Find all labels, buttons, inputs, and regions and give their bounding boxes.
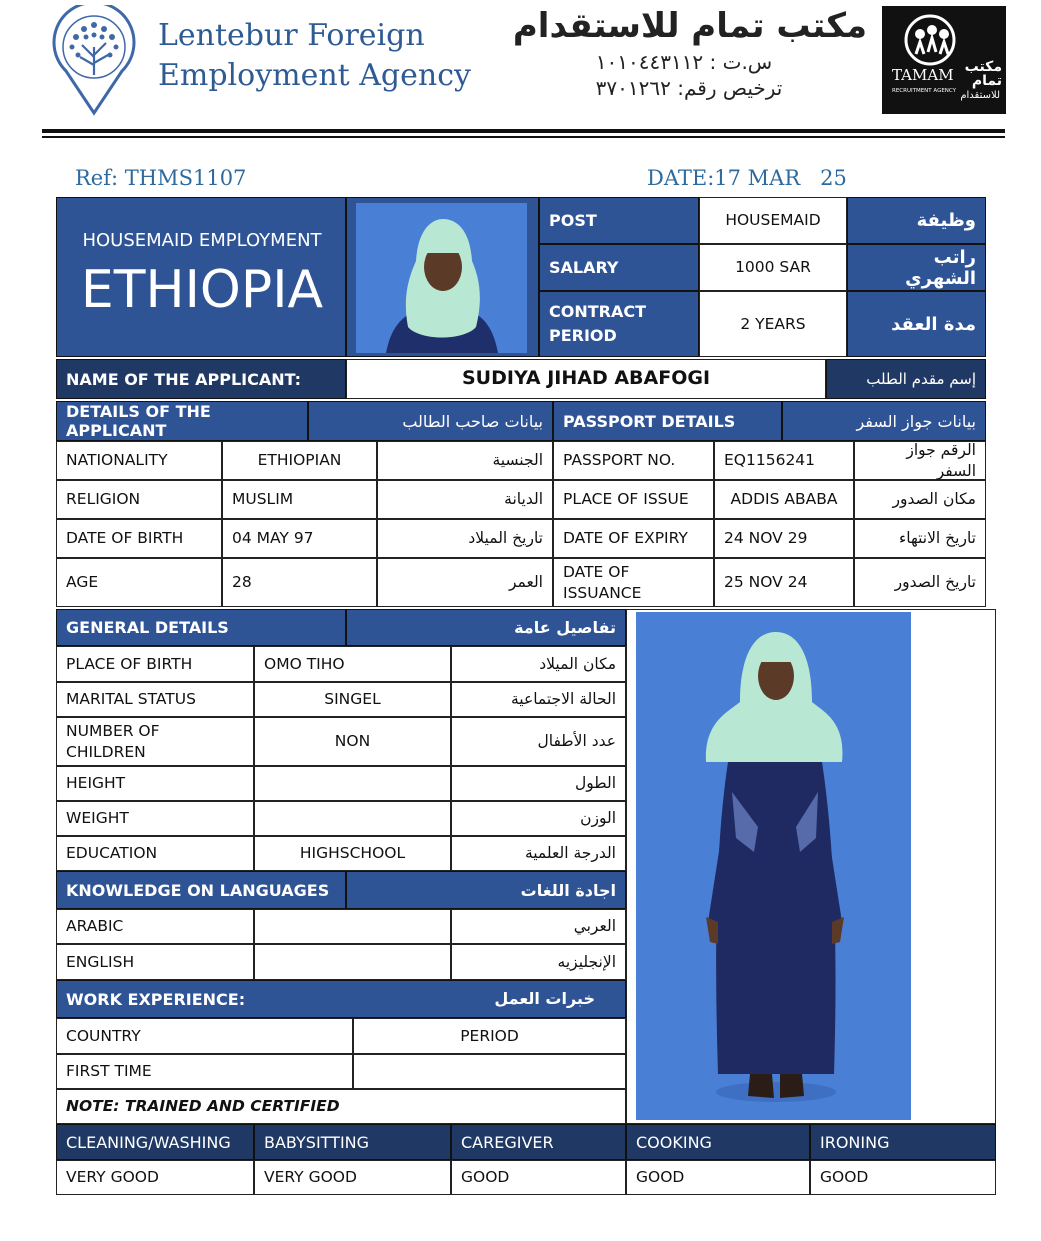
detail-ar-dob: تاريخ الميلاد: [377, 519, 553, 558]
general-label-education: EDUCATION: [56, 836, 254, 871]
details-header: DETAILS OF THE APPLICANT: [56, 401, 308, 441]
general-ar-marital: الحالة الاجتماعية: [451, 682, 626, 717]
passport-ar-expiry: تاريخ الانتهاء: [854, 519, 986, 558]
arabic-agency-name: مكتب تمام للاستقدام: [512, 6, 868, 46]
general-ar-place-of-birth: مكان الميلاد: [451, 646, 626, 682]
detail-ar-religion: الديانة: [377, 480, 553, 519]
detail-label-age: AGE: [56, 558, 222, 607]
full-body-photo-frame: [626, 609, 996, 1124]
general-label-weight: WEIGHT: [56, 801, 254, 836]
skill-level-caregiver: GOOD: [451, 1160, 626, 1195]
general-label-marital: MARITAL STATUS: [56, 682, 254, 717]
header-divider-thin: [42, 136, 1005, 138]
agency-name-line1: Lentebur Foreign: [158, 18, 425, 53]
passport-value-place: ADDIS ABABA: [714, 480, 854, 519]
detail-ar-age: العمر: [377, 558, 553, 607]
job-ar-post: وظيفة: [847, 197, 986, 244]
tamam-logo: [882, 6, 1006, 114]
commercial-registration: س.ت : ١٠١٠٤٤٣١١٢: [595, 50, 773, 74]
job-value-contract: 2 YEARS: [699, 291, 847, 357]
details-header-ar: بيانات صاحب الطالب: [308, 401, 553, 441]
banner: [56, 197, 346, 357]
skill-name-caregiver: CAREGIVER: [451, 1124, 626, 1160]
skill-name-cleaning: CLEANING/WASHING: [56, 1124, 254, 1160]
detail-value-age: 28: [222, 558, 377, 607]
general-label-place-of-birth: PLACE OF BIRTH: [56, 646, 254, 682]
detail-label-dob: DATE OF BIRTH: [56, 519, 222, 558]
work-header: WORK EXPERIENCE:: [56, 980, 626, 1018]
tamam-logo-arabic: مكتب تمام: [964, 59, 1002, 89]
license-number: ترخيص رقم: ٣٧٠١٢٦٢: [595, 76, 783, 100]
passport-label-issuance: DATE OF ISSUANCE: [553, 558, 714, 607]
skill-name-cooking: COOKING: [626, 1124, 810, 1160]
passport-header: PASSPORT DETAILS: [553, 401, 782, 441]
passport-value-issuance: 25 NOV 24: [714, 558, 854, 607]
work-country-label: COUNTRY: [56, 1018, 353, 1054]
general-value-place-of-birth: OMO TIHO: [254, 646, 451, 682]
skill-level-cooking: GOOD: [626, 1160, 810, 1195]
applicant-name: SUDIYA JIHAD ABAFOGI: [346, 359, 826, 399]
detail-value-nationality: ETHIOPIAN: [222, 441, 377, 480]
passport-label-expiry: DATE OF EXPIRY: [553, 519, 714, 558]
passport-label-place: PLACE OF ISSUE: [553, 480, 714, 519]
language-value-arabic: [254, 909, 451, 944]
passport-ar-number: الرقم جواز السفر: [854, 441, 986, 480]
skill-level-babysitting: VERY GOOD: [254, 1160, 451, 1195]
general-ar-education: الدرجة العلمية: [451, 836, 626, 871]
language-ar-arabic: العربي: [451, 909, 626, 944]
passport-value-number: EQ1156241: [714, 441, 854, 480]
general-label-height: HEIGHT: [56, 766, 254, 801]
header-divider-thick: [42, 129, 1005, 133]
skill-name-ironing: IRONING: [810, 1124, 996, 1160]
applicant-name-ar: إسم مقدم الطلب: [826, 359, 986, 399]
job-label-contract: CONTRACT PERIOD: [539, 291, 699, 357]
general-ar-children: عدد الأطفال: [451, 717, 626, 766]
language-ar-english: الإنجليزيه: [451, 944, 626, 980]
job-ar-contract: مدة العقد: [847, 291, 986, 357]
detail-value-dob: 04 MAY 97: [222, 519, 377, 558]
tamam-logo-text: TAMAM: [892, 66, 954, 84]
tamam-logo-sub-arabic: للاستقدام: [960, 90, 1000, 101]
passport-header-ar: بيانات جواز السفر: [782, 401, 986, 441]
work-header-ar: خبرات العمل: [494, 989, 595, 1008]
full-body-photo: [636, 612, 911, 1120]
training-note: NOTE: TRAINED AND CERTIFIED: [56, 1089, 626, 1124]
detail-ar-nationality: الجنسية: [377, 441, 553, 480]
banner-line1: HOUSEMAID EMPLOYMENT: [82, 230, 322, 251]
banner-country: ETHIOPIA: [80, 260, 324, 320]
language-value-english: [254, 944, 451, 980]
document-date: DATE:17 MAR 25: [647, 166, 847, 190]
general-value-marital: SINGEL: [254, 682, 451, 717]
skill-name-babysitting: BABYSITTING: [254, 1124, 451, 1160]
general-ar-height: الطول: [451, 766, 626, 801]
tamam-logo-sub: RECRUITMENT AGENCY: [892, 88, 957, 94]
languages-header: KNOWLEDGE ON LANGUAGES: [56, 871, 346, 909]
detail-label-religion: RELIGION: [56, 480, 222, 519]
general-value-height: [254, 766, 451, 801]
skill-level-cleaning: VERY GOOD: [56, 1160, 254, 1195]
job-label-salary: SALARY: [539, 244, 699, 291]
general-header: GENERAL DETAILS: [56, 609, 346, 646]
general-header-ar: تفاصيل عامة: [346, 609, 626, 646]
language-label-english: ENGLISH: [56, 944, 254, 980]
detail-label-nationality: NATIONALITY: [56, 441, 222, 480]
job-value-post: HOUSEMAID: [699, 197, 847, 244]
passport-value-expiry: 24 NOV 29: [714, 519, 854, 558]
passport-label-number: PASSPORT NO.: [553, 441, 714, 480]
lentebur-logo: [50, 5, 138, 117]
general-value-weight: [254, 801, 451, 836]
general-ar-weight: الوزن: [451, 801, 626, 836]
work-period-label: PERIOD: [353, 1018, 626, 1054]
passport-ar-issuance: تاريخ الصدور: [854, 558, 986, 607]
languages-header-ar: اجادة اللغات: [346, 871, 626, 909]
job-value-salary: 1000 SAR: [699, 244, 847, 291]
skill-level-ironing: GOOD: [810, 1160, 996, 1195]
passport-ar-place: مكان الصدور: [854, 480, 986, 519]
detail-value-religion: MUSLIM: [222, 480, 377, 519]
job-label-post: POST: [539, 197, 699, 244]
reference-number: Ref: THMS1107: [75, 166, 247, 190]
general-label-children: NUMBER OF CHILDREN: [56, 717, 254, 766]
agency-name-line2: Employment Agency: [158, 58, 471, 93]
general-value-education: HIGHSCHOOL: [254, 836, 451, 871]
applicant-name-label: NAME OF THE APPLICANT:: [56, 359, 346, 399]
applicant-headshot: [346, 197, 539, 357]
language-label-arabic: ARABIC: [56, 909, 254, 944]
job-ar-salary: راتب الشهري: [847, 244, 986, 291]
work-first-time-period: [353, 1054, 626, 1089]
general-value-children: NON: [254, 717, 451, 766]
work-first-time: FIRST TIME: [56, 1054, 353, 1089]
